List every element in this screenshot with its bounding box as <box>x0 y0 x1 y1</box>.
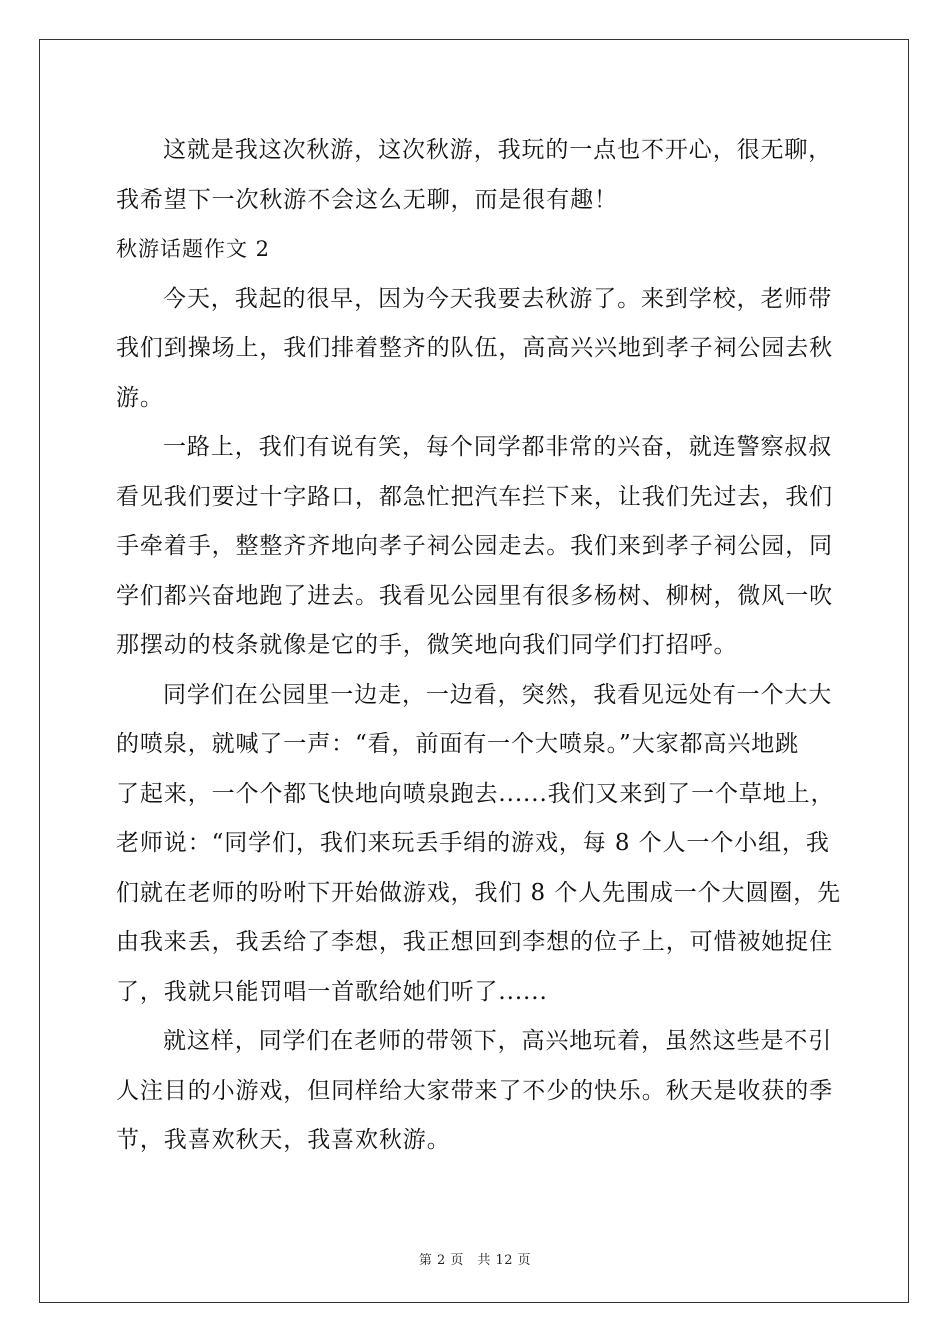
paragraph-line: 的喷泉，就喊了一声：“看，前面有一个大喷泉。”大家都高兴地跳 <box>116 731 800 757</box>
paragraph-line: 手牵着手，整整齐齐地向孝子祠公园走去。我们来到孝子祠公园，同 <box>116 533 833 559</box>
paragraph-line: 那摆动的枝条就像是它的手，微笑地向我们同学们打招呼。 <box>116 632 738 658</box>
document-body <box>116 126 842 1166</box>
paragraph-first-line: 一路上，我们有说有笑，每个同学都非常的兴奋，就连警察叔叔 <box>163 434 833 460</box>
paragraph-first-line: 这就是我这次秋游，这次秋游，我玩的一点也不开心，很无聊， <box>163 137 833 163</box>
paragraph-line: 看见我们要过十字路口，都急忙把汽车拦下来，让我们先过去，我们 <box>116 483 833 510</box>
paragraph-line: 们就在老师的吩咐下开始做游戏，我们 8 个人先围成一个大圆圈，先 <box>116 879 842 906</box>
section-heading: 秋游话题作文 2 <box>116 237 271 261</box>
paragraph-first-line: 同学们在公园里一边走，一边看，突然，我看见远处有一个大大 <box>163 681 833 708</box>
paragraph-line: 由我来丢，我丢给了李想，我正想回到李想的位子上，可惜被她捉住 <box>116 929 833 955</box>
paragraph-line: 我希望下一次秋游不会这么无聊，而是很有趣！ <box>116 186 618 213</box>
paragraph-line: 游。 <box>116 384 164 411</box>
paragraph-first-line: 今天，我起的很早，因为今天我要去秋游了。来到学校，老师带 <box>163 285 833 312</box>
paragraph-line: 学们都兴奋地跑了进去。我看见公园里有很多杨树、柳树，微风一吹 <box>116 582 833 609</box>
paragraph-line: 人注目的小游戏，但同样给大家带来了不少的快乐。秋天是收获的季 <box>116 1077 833 1104</box>
paragraph-line: 了，我就只能罚唱一首歌给她们听了...... <box>116 978 548 1005</box>
paragraph-line: 老师说：“同学们，我们来玩丢手绢的游戏，每 8 个人一个小组，我 <box>116 830 830 856</box>
paragraph-line: 我们到操场上，我们排着整齐的队伍，高高兴兴地到孝子祠公园去秋 <box>116 335 833 361</box>
paragraph-first-line: 就这样，同学们在老师的带领下，高兴地玩着，虽然这些是不引 <box>163 1028 833 1054</box>
page-footer: 第 2 页 共 12 页 <box>418 1253 532 1268</box>
paragraph-line: 了起来，一个个都飞快地向喷泉跑去......我们又来到了一个草地上， <box>116 780 835 807</box>
paragraph-line: 节，我喜欢秋天，我喜欢秋游。 <box>116 1127 451 1153</box>
